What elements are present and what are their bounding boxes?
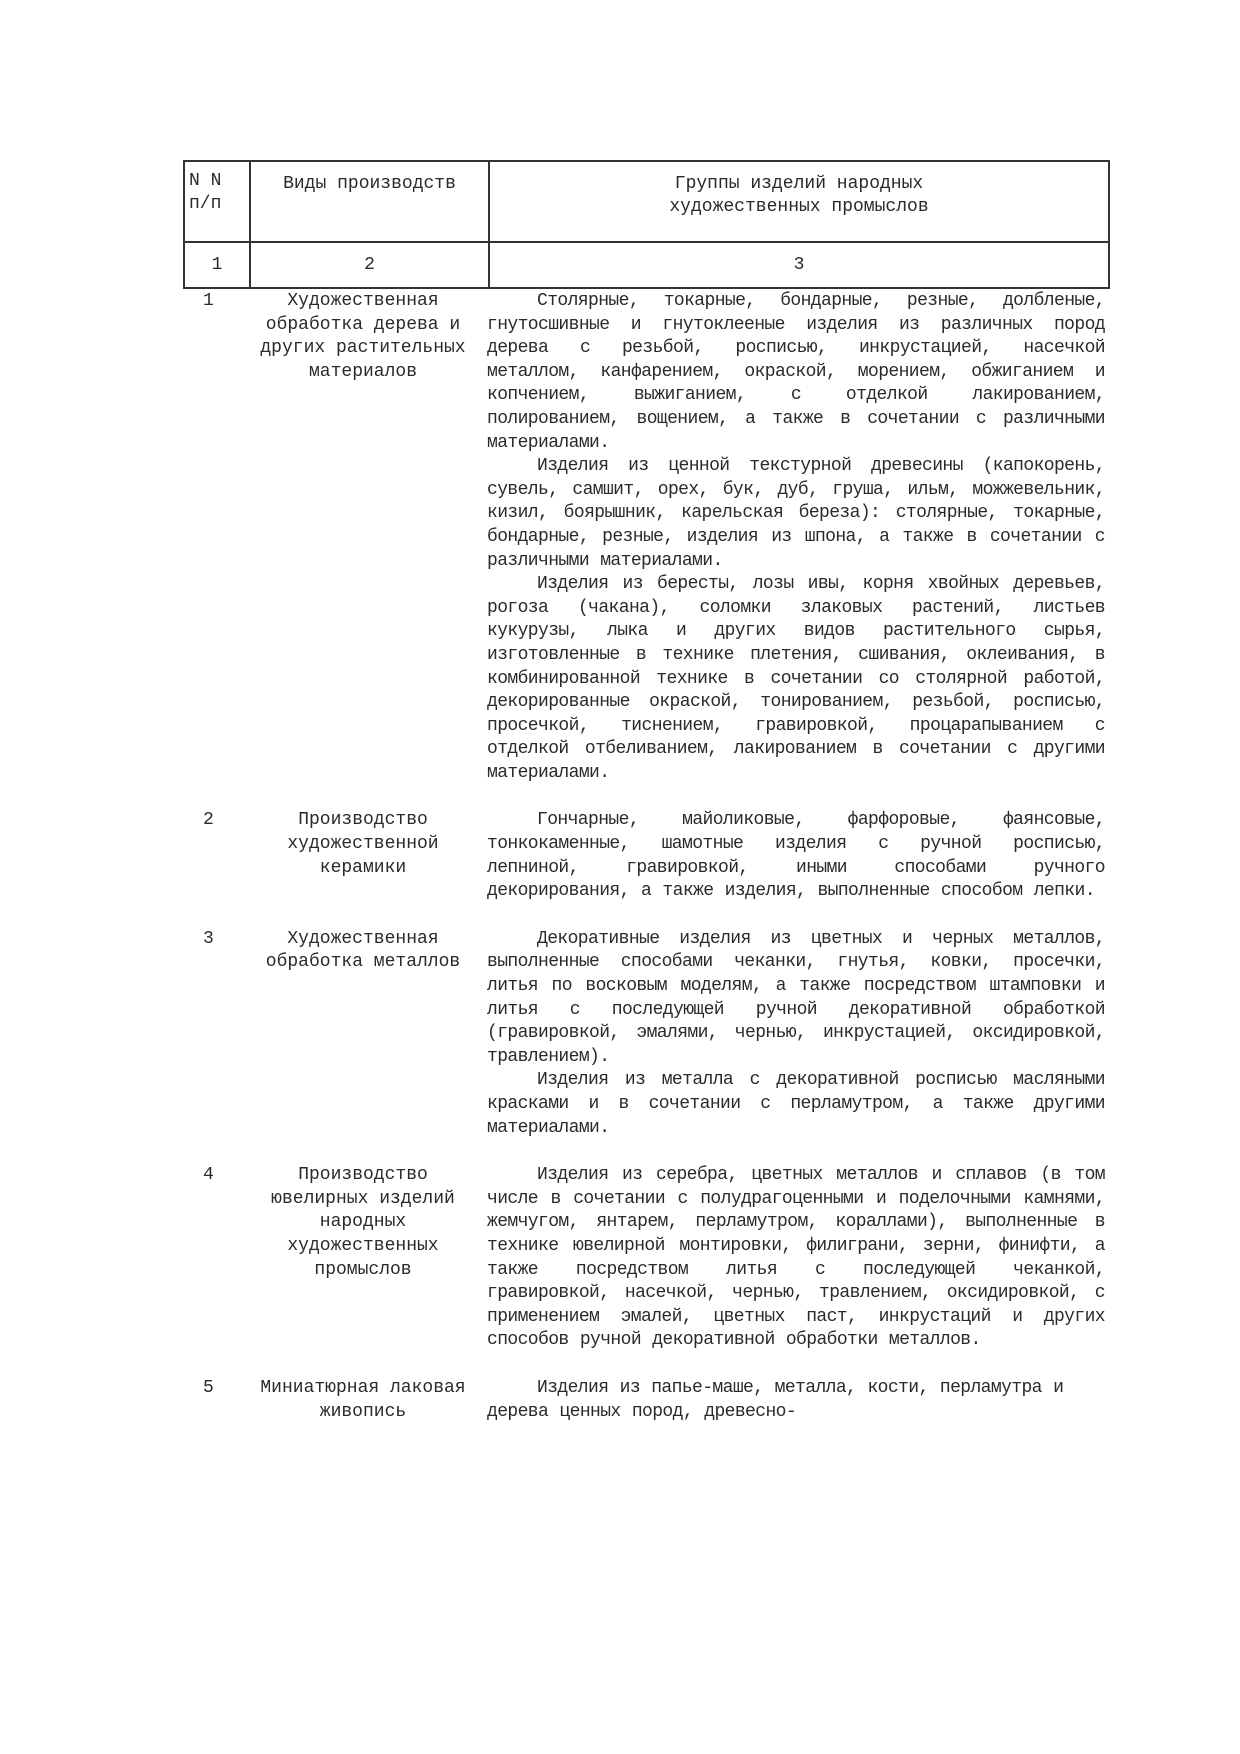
header-col-number-label: N N п/п <box>189 171 222 214</box>
header-col-groups-line2: художественных промыслов <box>669 197 929 217</box>
row-kind: Миниатюрная лаковая живопись <box>260 1377 466 1422</box>
header-numbering-row <box>184 242 1109 288</box>
table-row <box>183 1377 1110 1424</box>
row-description <box>487 290 1105 785</box>
table-row <box>183 290 1110 785</box>
row-description <box>487 1164 1105 1353</box>
row-kind: Художественная обработка металлов <box>265 928 461 973</box>
table-row <box>183 809 1110 903</box>
row-kind: Производство ювелирных изделий народных художественных промыслов <box>271 1165 455 1280</box>
row-kind: Производство художественной керамики <box>287 810 439 878</box>
row-description <box>487 928 1105 1140</box>
table-row <box>183 928 1110 1140</box>
row-kind: Художественная обработка дерева и других растительных материалов <box>260 291 466 382</box>
header-col-kind <box>250 161 489 242</box>
row-number: 4 <box>203 1165 214 1186</box>
row-paragraph: Изделия из ценной текстурной древесины (капокорень, сувель, самшит, орех, бук, дуб, груша, ильм, можжевельник, кизил, боярышник, карельская береза): столярные, токарные, бондарные, резные, изделия из шпона, а также в сочетании с различными материалами. <box>487 456 1105 571</box>
row-paragraph: Декоративные изделия из цветных и черных металлов, выполненные способами чеканки, гнутья, ковки, просечки, литья по восковым моделям, а также посредством штамповки и литья с последующей ручной декоративной обработкой (гравировкой, эмалями, чернью, инкрустацией, оксидировкой, травлением). <box>487 928 1105 1067</box>
row-paragraph: Изделия из серебра, цветных металлов и сплавов (в том числе в сочетании с полудрагоценными и поделочными камнями, жемчугом, янтарем, перламутром, кораллами), выполненные в технике ювелирной монтировки, филиграни, зерни, финифти, а также посредством литья с последующей чеканкой, гравировкой, насечкой, чернью, травлением, оксидировкой, с применением эмалей, цветных паст, инкрустаций и других способов ручной декоративной обработки металлов. <box>487 1165 1105 1351</box>
header-row <box>184 161 1109 242</box>
row-number: 3 <box>203 928 214 949</box>
row-paragraph: Изделия из бересты, лозы ивы, корня хвойных деревьев, рогоза (чакана), соломки злаковых растений, листьев кукурузы, лыка и других видов растительного сырья, изготовленные в технике плетения, сшивания, оклеивания, в комбинированной технике в сочетании со столярной работой, декорированные окраской, тонированием, резьбой, росписью, просечкой, тиснением, гравировкой, процарапыванием с отделкой отбеливанием, лакированием в сочетании с другими материалами. <box>487 574 1105 783</box>
header-table <box>183 160 1110 289</box>
row-paragraph: Изделия из металла с декоративной росписью масляными красками и в сочетании с перламутром, а также другими материалами. <box>487 1070 1105 1138</box>
row-number: 2 <box>203 810 214 831</box>
row-number: 5 <box>203 1377 214 1398</box>
row-paragraph: Столярные, токарные, бондарные, резные, долбленые, гнутосшивные и гнутоклееные изделия из различных пород дерева с резьбой, росписью, инкрустацией, насечкой металлом, канфарением, окраской, морением, обжиганием и копчением, выжиганием, с отделкой лакированием, полированием, вощением, а также в сочетании с различными материалами. <box>487 291 1105 453</box>
header-col-number <box>184 161 250 242</box>
header-col-groups-line1: Группы изделий народных <box>674 174 924 194</box>
row-number: 1 <box>203 291 214 311</box>
header-col-groups <box>489 161 1109 242</box>
table-row <box>183 1164 1110 1353</box>
header-num-3: 3 <box>489 242 1109 288</box>
header-num-1: 1 <box>184 242 250 288</box>
header-col-kind-label: Виды производств <box>283 174 456 194</box>
row-description <box>487 1377 1105 1424</box>
row-paragraph: Изделия из папье-маше, металла, кости, перламутра и дерева ценных пород, древесно- <box>487 1377 1064 1422</box>
header-num-2: 2 <box>250 242 489 288</box>
row-paragraph: Гончарные, майоликовые, фарфоровые, фаянсовые, тонкокаменные, шамотные изделия с ручной росписью, лепниной, гравировкой, иными способами ручного декорирования, а также изделия, выполненные способом лепки. <box>487 810 1105 902</box>
row-description <box>487 809 1105 903</box>
table-body <box>183 290 1110 1448</box>
